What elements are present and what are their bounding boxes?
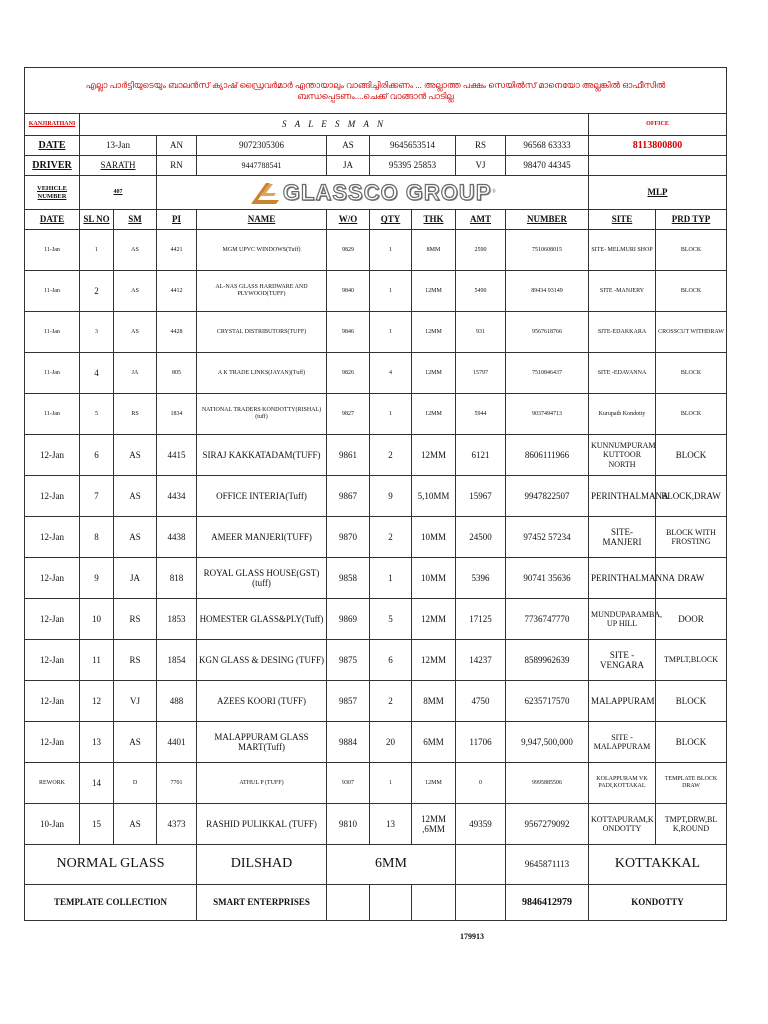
- col-header: DATE: [25, 210, 80, 230]
- cell-pi: 488: [157, 681, 197, 722]
- table-row: [25, 476, 727, 517]
- as-number: 9645653514: [370, 136, 456, 156]
- cell-date: 11-Jan: [25, 312, 80, 353]
- cell-sm: RS: [114, 640, 157, 681]
- col-header: THK: [412, 210, 456, 230]
- cell-sm: AS: [114, 517, 157, 558]
- cell-sm: JA: [114, 353, 157, 394]
- route-label: MLP: [589, 176, 727, 210]
- cell-prd: BLOCK: [656, 394, 727, 435]
- cell-site: SITE - VENGARA: [589, 640, 656, 681]
- cell-sl: 5: [80, 394, 114, 435]
- cell-site: MALAPPURAM: [589, 681, 656, 722]
- cell-prd: BLOCK: [656, 681, 727, 722]
- cell-prd: TEMPLATE BLOCK DRAW: [656, 763, 727, 804]
- cell-number: 89434 93149: [506, 271, 589, 312]
- cell-site: Kurupath Kondotty: [589, 394, 656, 435]
- cell-date: 11-Jan: [25, 271, 80, 312]
- cell-pi: 1834: [157, 394, 197, 435]
- cell-number: 8589962639: [506, 640, 589, 681]
- table-row: [25, 517, 727, 558]
- cell-sm: AS: [114, 476, 157, 517]
- cell-number: 9995885506: [506, 763, 589, 804]
- cell-date: 10-Jan: [25, 804, 80, 845]
- an-label: AN: [157, 136, 197, 156]
- cell-pi: 4428: [157, 312, 197, 353]
- cell-sl: 13: [80, 722, 114, 763]
- cell-site: SITE-EDAKKARA: [589, 312, 656, 353]
- cell-number: 9,947,500,000: [506, 722, 589, 763]
- cell-date: 11-Jan: [25, 353, 80, 394]
- cell-date: REWORK: [25, 763, 80, 804]
- col-header: SL NO: [80, 210, 114, 230]
- cell-date: 12-Jan: [25, 599, 80, 640]
- cell-sl: 1: [80, 230, 114, 271]
- cell-thk: 12MM: [412, 763, 456, 804]
- glassco-logo: [159, 178, 586, 208]
- normal-glass-name: DILSHAD: [197, 845, 327, 885]
- cell-qty: 1: [370, 394, 412, 435]
- cell-prd: DOOR: [656, 599, 727, 640]
- col-header: W/O: [327, 210, 370, 230]
- cell-wo: 9875: [327, 640, 370, 681]
- cell-name: AZEES KOORI (TUFF): [197, 681, 327, 722]
- table-row: [25, 640, 727, 681]
- cell-amt: 2590: [456, 230, 506, 271]
- cell-name: CRYSTAL DISTRIBUTORS(TUFF): [197, 312, 327, 353]
- cell-sm: AS: [114, 722, 157, 763]
- table-row: [25, 763, 727, 804]
- cell-number: 9947822507: [506, 476, 589, 517]
- cell-date: 12-Jan: [25, 681, 80, 722]
- cell-amt: 15797: [456, 353, 506, 394]
- cell-pi: 818: [157, 558, 197, 599]
- cell-sl: 11: [80, 640, 114, 681]
- cell-wo: 9826: [327, 353, 370, 394]
- cell-amt: 0: [456, 763, 506, 804]
- cell-wo: 9810: [327, 804, 370, 845]
- cell-name: ROYAL GLASS HOUSE(GST)(tuff): [197, 558, 327, 599]
- rs-number: 96568 63333: [506, 136, 589, 156]
- cell-amt: 14237: [456, 640, 506, 681]
- rs-label: RS: [456, 136, 506, 156]
- col-header: NAME: [197, 210, 327, 230]
- cell-qty: 13: [370, 804, 412, 845]
- cell-name: HOMESTER GLASS&PLY(Tuff): [197, 599, 327, 640]
- cell-wo: 9869: [327, 599, 370, 640]
- cell-name: AMEER MANJERI(TUFF): [197, 517, 327, 558]
- cell-name: KGN GLASS & DESING (TUFF): [197, 640, 327, 681]
- cell-qty: 2: [370, 517, 412, 558]
- cell-qty: 1: [370, 763, 412, 804]
- rn-label: RN: [157, 156, 197, 176]
- cell-qty: 2: [370, 681, 412, 722]
- cell-thk: 6MM: [412, 722, 456, 763]
- vj-label: VJ: [456, 156, 506, 176]
- cell-sm: RS: [114, 599, 157, 640]
- cell-amt: 11706: [456, 722, 506, 763]
- cell-amt: 49359: [456, 804, 506, 845]
- table-row: [25, 394, 727, 435]
- cell-prd: TMPT,DRW,BL K,ROUND: [656, 804, 727, 845]
- cell-prd: DRAW: [656, 558, 727, 599]
- cell-wo: 9829: [327, 230, 370, 271]
- cell-prd: BLOCK: [656, 722, 727, 763]
- cell-wo: 9858: [327, 558, 370, 599]
- cell-sl: 12: [80, 681, 114, 722]
- cell-prd: BLOCK: [656, 271, 727, 312]
- cell-qty: 1: [370, 271, 412, 312]
- cell-amt: 17125: [456, 599, 506, 640]
- cell-amt: 4750: [456, 681, 506, 722]
- normal-glass-number: 9645871113: [506, 845, 589, 885]
- cell-qty: 1: [370, 230, 412, 271]
- cell-thk: 12MM: [412, 353, 456, 394]
- cell-pi: 1854: [157, 640, 197, 681]
- cell-qty: 4: [370, 353, 412, 394]
- cell-sm: AS: [114, 435, 157, 476]
- cell-prd: BLOCK: [656, 230, 727, 271]
- office-phone: 8113800800: [589, 136, 727, 156]
- cell-pi: 4421: [157, 230, 197, 271]
- cell-date: 12-Jan: [25, 476, 80, 517]
- cell-thk: 12MM ,6MM: [412, 804, 456, 845]
- cell-date: 12-Jan: [25, 640, 80, 681]
- ja-number: 95395 25853: [370, 156, 456, 176]
- cell-thk: 10MM: [412, 558, 456, 599]
- cell-amt: 5490: [456, 271, 506, 312]
- vehicle-number: 407: [80, 176, 157, 210]
- vj-number: 98470 44345: [506, 156, 589, 176]
- cell-thk: 10MM: [412, 517, 456, 558]
- cell-amt: 6121: [456, 435, 506, 476]
- cell-site: SITE -MANJERY: [589, 271, 656, 312]
- template-collection-row: [25, 885, 727, 921]
- cell-sm: D: [114, 763, 157, 804]
- cell-name: RASHID PULIKKAL (TUFF): [197, 804, 327, 845]
- col-header: PI: [157, 210, 197, 230]
- cell-pi: 7701: [157, 763, 197, 804]
- cell-date: 12-Jan: [25, 435, 80, 476]
- sales-table: [24, 67, 727, 921]
- table-row: [25, 722, 727, 763]
- col-header: SITE: [589, 210, 656, 230]
- cell-sm: AS: [114, 271, 157, 312]
- cell-number: 7736747770: [506, 599, 589, 640]
- cell-qty: 9: [370, 476, 412, 517]
- table-row: [25, 599, 727, 640]
- cell-amt: 15967: [456, 476, 506, 517]
- cell-qty: 2: [370, 435, 412, 476]
- date-value: 13-Jan: [80, 136, 157, 156]
- cell-name: OFFICE INTERIA(Tuff): [197, 476, 327, 517]
- cell-sl: 6: [80, 435, 114, 476]
- cell-pi: 4434: [157, 476, 197, 517]
- cell-prd: BLOCK WITH FROSTING: [656, 517, 727, 558]
- col-header: NUMBER: [506, 210, 589, 230]
- vehicle-label: VEHICLE NUMBER: [25, 176, 80, 210]
- driver-name: SARATH: [80, 156, 157, 176]
- cell-name: NATIONAL TRADERS KONDOTTY(RISHAL)(tuff): [197, 394, 327, 435]
- normal-glass-thk: 6MM: [327, 845, 456, 885]
- table-row: [25, 230, 727, 271]
- cell-pi: 4412: [157, 271, 197, 312]
- cell-prd: BLOCK: [656, 353, 727, 394]
- cell-site: PERINTHALMANA: [589, 476, 656, 517]
- cell-wo: 9827: [327, 394, 370, 435]
- template-collection-name: SMART ENTERPRISES: [197, 885, 327, 921]
- cell-thk: 12MM: [412, 640, 456, 681]
- location-label: KANJIRATHANI: [25, 114, 80, 136]
- cell-sl: 14: [80, 763, 114, 804]
- table-row: [25, 271, 727, 312]
- normal-glass-label: NORMAL GLASS: [25, 845, 197, 885]
- cell-pi: 4373: [157, 804, 197, 845]
- column-header-row: [25, 210, 727, 230]
- col-header: AMT: [456, 210, 506, 230]
- cell-thk: 5,10MM: [412, 476, 456, 517]
- cell-sl: 10: [80, 599, 114, 640]
- rn-number: 9447788541: [197, 156, 327, 176]
- cell-pi: 4401: [157, 722, 197, 763]
- cell-date: 12-Jan: [25, 558, 80, 599]
- cell-number: 7510608015: [506, 230, 589, 271]
- office-label: OFFICE: [589, 114, 727, 136]
- cell-sm: RS: [114, 394, 157, 435]
- cell-number: 8606111966: [506, 435, 589, 476]
- cell-sl: 15: [80, 804, 114, 845]
- sales-rows: [25, 230, 727, 845]
- cell-prd: TMPLT,BLOCK: [656, 640, 727, 681]
- cell-qty: 6: [370, 640, 412, 681]
- cell-date: 12-Jan: [25, 517, 80, 558]
- cell-amt: 5944: [456, 394, 506, 435]
- normal-glass-site: KOTTAKKAL: [589, 845, 727, 885]
- sales-sheet: [24, 67, 726, 921]
- cell-date: 11-Jan: [25, 394, 80, 435]
- sales-man-header: S A L E S M A N: [80, 114, 589, 136]
- template-collection-number: 9846412979: [506, 885, 589, 921]
- footer-number: 179913: [460, 932, 484, 941]
- cell-site: KUNNUMPURAM KUTTOOR NORTH: [589, 435, 656, 476]
- cell-thk: 12MM: [412, 435, 456, 476]
- normal-glass-row: [25, 845, 727, 885]
- cell-thk: 8MM: [412, 681, 456, 722]
- cell-pi: 1853: [157, 599, 197, 640]
- cell-sl: 9: [80, 558, 114, 599]
- notice-text: എല്ലാ പാർട്ടിയുടെയും ബാലൻസ് ക്യാഷ് ഡ്രൈവർമാർ എന്തായാലും വാങ്ങിച്ചിരിക്കണം ... അല്ലാത്ത പക്ഷം സെയിൽസ് മാനെയോ അല്ലങ്കിൽ ഓഫീസിൽ ബന്ധപ്പെടണം....ചെക്ക് വാങ്ങാൻ പാടില്ല: [25, 68, 727, 114]
- cell-site: MUNDUPARAMBA, UP HILL: [589, 599, 656, 640]
- cell-sl: 7: [80, 476, 114, 517]
- cell-wo: 9857: [327, 681, 370, 722]
- cell-wo: 9861: [327, 435, 370, 476]
- cell-wo: 9840: [327, 271, 370, 312]
- cell-site: SITE- MANJERI: [589, 517, 656, 558]
- cell-sm: AS: [114, 804, 157, 845]
- cell-sl: 3: [80, 312, 114, 353]
- cell-thk: 12MM: [412, 271, 456, 312]
- cell-site: SITE - MALAPPURAM: [589, 722, 656, 763]
- cell-prd: BLOCK: [656, 435, 727, 476]
- glassco-logo-mark-icon: [249, 180, 283, 206]
- ja-label: JA: [327, 156, 370, 176]
- template-collection-label: TEMPLATE COLLECTION: [25, 885, 197, 921]
- cell-site: SITE -EDAVANNA: [589, 353, 656, 394]
- cell-qty: 20: [370, 722, 412, 763]
- cell-amt: 24500: [456, 517, 506, 558]
- glassco-logo-text: GLASSCO GROUP: [282, 179, 492, 205]
- col-header: QTY: [370, 210, 412, 230]
- cell-pi: 805: [157, 353, 197, 394]
- registered-mark: ®: [491, 189, 497, 196]
- cell-pi: 4438: [157, 517, 197, 558]
- table-row: [25, 353, 727, 394]
- cell-sm: AS: [114, 312, 157, 353]
- cell-site: KOLAPPURAM VK PADI,KOTTAKAL: [589, 763, 656, 804]
- cell-site: KOTTAPURAM,K ONDOTTY: [589, 804, 656, 845]
- cell-prd: CROSSCUT WITHDRAW: [656, 312, 727, 353]
- cell-wo: 9867: [327, 476, 370, 517]
- cell-number: 9567618766: [506, 312, 589, 353]
- cell-wo: 9870: [327, 517, 370, 558]
- cell-amt: 931: [456, 312, 506, 353]
- cell-wo: 9846: [327, 312, 370, 353]
- cell-number: 6235717570: [506, 681, 589, 722]
- cell-name: ATHUL P (TUFF): [197, 763, 327, 804]
- cell-site: PERINTHALMANNA: [589, 558, 656, 599]
- cell-wo: 9884: [327, 722, 370, 763]
- cell-name: MGM UPVC WINDOWS(Tuff): [197, 230, 327, 271]
- cell-thk: 12MM: [412, 394, 456, 435]
- cell-name: AL-NAS GLASS HARDWARE AND PLYWOOD(TUFF): [197, 271, 327, 312]
- as-label: AS: [327, 136, 370, 156]
- table-row: [25, 804, 727, 845]
- cell-qty: 5: [370, 599, 412, 640]
- table-row: [25, 435, 727, 476]
- table-row: [25, 312, 727, 353]
- cell-pi: 4415: [157, 435, 197, 476]
- cell-name: SIRAJ KAKKATADAM(TUFF): [197, 435, 327, 476]
- table-row: [25, 681, 727, 722]
- cell-name: A K TRADE LINKS(JAYAN)(Tuff): [197, 353, 327, 394]
- cell-number: 9567279092: [506, 804, 589, 845]
- cell-sl: 8: [80, 517, 114, 558]
- driver-label: DRIVER: [25, 156, 80, 176]
- cell-thk: 12MM: [412, 312, 456, 353]
- cell-sm: VJ: [114, 681, 157, 722]
- cell-sm: JA: [114, 558, 157, 599]
- cell-qty: 1: [370, 558, 412, 599]
- date-label: DATE: [25, 136, 80, 156]
- cell-sl: 4: [80, 353, 114, 394]
- cell-qty: 1: [370, 312, 412, 353]
- cell-amt: 5396: [456, 558, 506, 599]
- cell-number: 97452 57234: [506, 517, 589, 558]
- template-collection-site: KONDOTTY: [589, 885, 727, 921]
- cell-date: 12-Jan: [25, 722, 80, 763]
- table-row: [25, 558, 727, 599]
- cell-thk: 12MM: [412, 599, 456, 640]
- cell-sl: 2: [80, 271, 114, 312]
- cell-site: SITE- MELMURI SHOP: [589, 230, 656, 271]
- an-number: 9072305306: [197, 136, 327, 156]
- cell-number: 7510846437: [506, 353, 589, 394]
- cell-number: 90741 35636: [506, 558, 589, 599]
- cell-sm: AS: [114, 230, 157, 271]
- cell-wo: 9307: [327, 763, 370, 804]
- col-header: PRD TYP: [656, 210, 727, 230]
- cell-number: 9037494713: [506, 394, 589, 435]
- col-header: SM: [114, 210, 157, 230]
- cell-thk: 8MM: [412, 230, 456, 271]
- cell-prd: BLOCK,DRAW: [656, 476, 727, 517]
- cell-date: 11-Jan: [25, 230, 80, 271]
- cell-name: MALAPPURAM GLASS MART(Tuff): [197, 722, 327, 763]
